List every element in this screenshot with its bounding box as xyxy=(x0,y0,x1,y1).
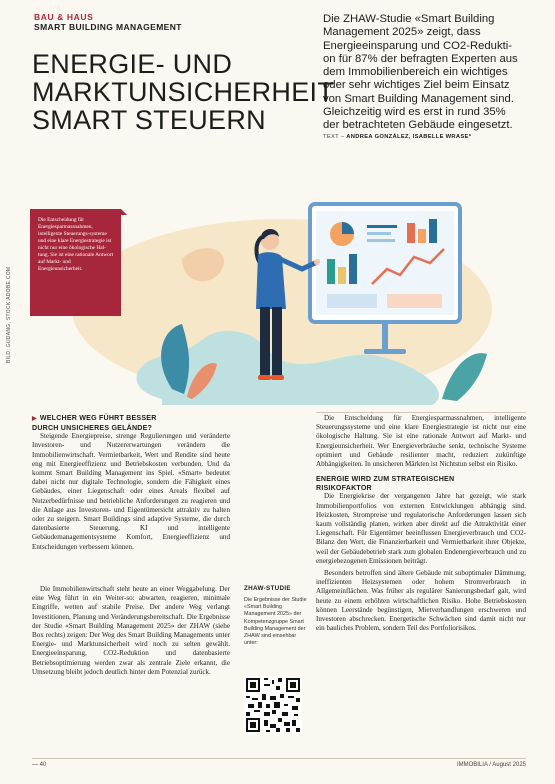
right-column xyxy=(316,414,526,633)
image-callout xyxy=(30,209,121,316)
body-paragraph: Die Entscheidung für Energiesparmassnahmen, intelligente Steuerungssysteme und eine klare Energiestrategie ist nicht nur eine ökologische Haltung. Sie ist eine rationale Antwort auf Markt- und Energieunsicherheit. Wer Energieverbräuche senkt, technische Systeme optimiert und Gebäude resilienter macht, reduziert zukünftige Abhängigkeiten. In unsicheren Märkten ist Nichtstun selbst ein Risiko. xyxy=(316,414,526,469)
article-title xyxy=(32,49,335,135)
body-paragraph: Steigende Energiepreise, strenge Regulierungen und veränderte Investoren- und Nutzererwartungen verändern die Immobilienwirtschaft. Vermietbarkeit, Wert und Rendite sind heute eng mit Energieeffizienz und Betriebskosten verbunden. Und da kommt Smart Building Management ins Spiel. «Smart» bedeutet dabei nicht nur digitale Technologie, sondern die Fähigkeit eines Gebäudes, einer Liegenschaft oder eines Areals flexibel auf Nutzerbedürfnisse und betriebliche Anforderungen zu reagieren und die Anlage aus Investoren- und Eigentümersicht attraktiv zu halten oder zu steigern. Smart Buildings sind adaptive Systeme, die durch datenbasierte Steuerung, KI und intelligente Gebäudemanagementsysteme Komfort, Energieeffizienz und Entscheidungen verbessern können. xyxy=(32,432,230,551)
callout-arrow xyxy=(121,209,127,215)
column-divider xyxy=(316,412,526,413)
heading-line: RISIKOFAKTOR xyxy=(316,483,372,492)
lead-line: dem Immobilienbereich ein wichtiges xyxy=(323,66,508,79)
lead-line: Management 2025» zeigt, dass xyxy=(323,26,481,39)
qr-code-icon[interactable] xyxy=(244,676,302,734)
title-line: ENERGIE- UND xyxy=(32,49,233,79)
magazine-issue: IMMOBILIA / August 2025 xyxy=(456,762,526,768)
heading-line: WELCHER WEG FÜHRT BESSER xyxy=(39,414,157,422)
lead-line: von Smart Building Management sind. xyxy=(323,92,514,105)
triangle-marker-icon: ▶ xyxy=(32,416,37,422)
byline xyxy=(323,134,471,140)
heading-line: DURCH UNSICHERES GELÄNDE? xyxy=(32,423,153,432)
left-column xyxy=(32,414,230,552)
box-title: ZHAW-STUDIE xyxy=(244,585,291,592)
footer-rule xyxy=(32,758,526,759)
lead-line: Energieeinsparung und CO2-Redukti- xyxy=(323,39,513,52)
page-number: — 40 xyxy=(32,762,47,768)
page-number-value: 40 xyxy=(39,762,47,768)
study-box xyxy=(244,585,308,647)
lead-line: der betrachteten Gebäude eingesetzt. xyxy=(323,119,513,132)
body-paragraph: Die Energiekrise der vergangenen Jahre hat gezeigt, wie stark Immobilienportfolios von externen Entwicklungen abhängig sind. Heizkosten, Strompreise und regulatorische Anforderungen lassen sich kaum vollständig planen, wirken aber direkt auf die Attraktivität einer Liegenschaft. Für Eigentümer beeinflussen Energieverbrauch und CO2-Bilanz den Wert, die Finanzierbarkeit und Vermietbarkeit ihrer Objekte, weil der Gebäudebetrieb stark zum globalen Endenergieverbrauch und zu energiebezogenen Emissionen beiträgt. xyxy=(316,492,526,565)
image-credit xyxy=(2,228,14,368)
image-credit-text: BILD: GUDANG, STOCK.ADOBE.COM xyxy=(6,266,12,363)
lead-line: Die ZHAW-Studie «Smart Building xyxy=(323,13,495,25)
body-paragraph: Besonders betroffen sind ältere Gebäude mit suboptimaler Dämmung, ineffizienten Heizsystemen oder hohem Stromverbrauch in Allgemeinflächen. Was früher als regulärer Sanierungsbedarf galt, wird heute zu einem erhöhten wirtschaftlichen Risiko. Hohe Betriebskosten können Leerstände begünstigen, Mietverhandlungen erschweren und Investoren abschrecken. Energetische Schwächen sind damit nicht nur ein bauliches Problem, sondern Teil des Portfoliorisikos. xyxy=(316,569,526,633)
image-callout-text: Die Entscheidung für Energiesparmassnahmen, intelligente Steuerungs-systeme und eine klare Energiestrategie ist nicht nur eine ökologische Hal-tung. Sie ist eine rationale Antwort auf Markt- und Energieunsicherheit. xyxy=(38,217,114,272)
title-line: MARKTUNSICHERHEIT xyxy=(32,77,335,107)
lead-line: Gleichzeitig wird es erst in rund 35% xyxy=(323,106,506,119)
lead-line: on für 87% der befragten Experten aus xyxy=(323,52,518,65)
section-heading xyxy=(316,475,526,492)
left-column-lower xyxy=(32,585,230,677)
byline-authors: ANDREA GONZÁLEZ, ISABELLE WRASE* xyxy=(346,134,472,140)
subcategory-label: SMART BUILDING MANAGEMENT xyxy=(34,22,182,32)
box-text: Die Ergebnisse der Studie «Smart Building Management 2025» der Kompetenzgruppe Smart Building Management der ZHAW sind einsehbar unter: xyxy=(244,597,307,647)
title-line: SMART STEUERN xyxy=(32,105,266,135)
lead-paragraph xyxy=(323,13,539,133)
lead-line: oder sehr wichtiges Ziel beim Einsatz xyxy=(323,79,510,92)
heading-line: ENERGIE WIRD ZUM STRATEGISCHEN xyxy=(316,475,455,484)
byline-prefix: TEXT – xyxy=(323,134,345,140)
section-heading xyxy=(32,414,230,432)
body-paragraph: Die Immobilienwirtschaft steht heute an einer Weggabelung. Der eine Weg führt in ein Weiter-so: abwarten, reagieren, minimale Eingriffe, wetten auf stabile Preise. Der andere Weg verlangt Investitionen, Planung und Veränderungsbereitschaft. Die Ergebnisse der Studie «Smart Building Management 2025» der ZHAW (siehe Box rechts) zeigen: Der Weg des Smart Building Managements unter Energie- und Marktunsicherheit wird noch zu selten gewählt. Energieeinsparung, CO2-Reduktion und datenbasierte Betriebsoptimierung werden zwar als zentrale Ziele erkannt, die Umsetzung bleibt jedoch deutlich hinter dem Potenzial zurück. xyxy=(32,585,230,676)
category-label: BAU & HAUS xyxy=(34,12,94,22)
